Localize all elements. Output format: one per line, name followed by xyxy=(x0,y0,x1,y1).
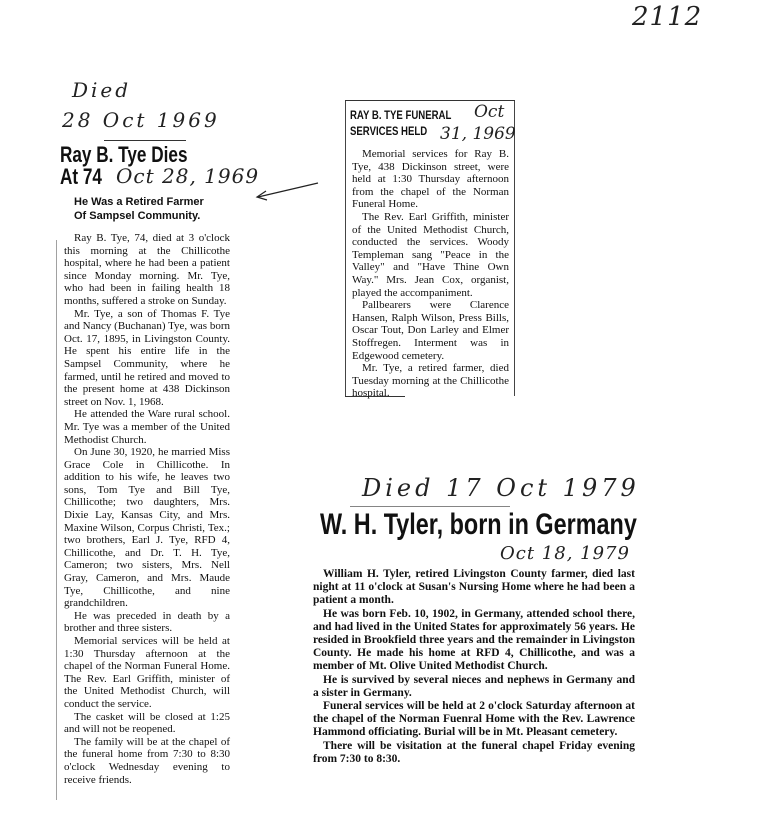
paragraph: He was born Feb. 10, 1902, in Germany, attended school there, and had lived in the United States for approximately 56 years. He resided in Brookfield three years and the remainder in Livingston County. He made his home at RFD 4, Chillicothe, and was a member of Mt. Olive United Methodist Church. xyxy=(313,607,635,673)
paragraph: Mr. Tye, a retired farmer, died Tuesday morning at the Chillicothe hospital. xyxy=(352,362,509,400)
clipping-border xyxy=(345,100,515,101)
paragraph: The casket will be closed at 1:25 and will not be reopened. xyxy=(64,710,230,736)
divider xyxy=(350,506,510,507)
subhead-line1: He Was a Retired Farmer xyxy=(74,196,204,208)
divider xyxy=(104,140,186,141)
handwritten-date: 28 Oct 1969 xyxy=(62,108,220,132)
arrow-icon xyxy=(252,180,322,205)
paragraph: There will be visitation at the funeral chapel Friday evening from 7:30 to 8:30. xyxy=(313,739,635,765)
clipping-border xyxy=(514,100,515,396)
page-number-note: 2112 xyxy=(632,2,703,32)
headline-line2: At 74 xyxy=(60,164,102,189)
clipping-edge xyxy=(56,240,57,800)
funeral-article-body xyxy=(352,148,509,400)
article-body xyxy=(64,232,230,786)
tyler-headline: W. H. Tyler, born in Germany xyxy=(320,508,637,541)
handwritten-date2: Oct 28, 1969 xyxy=(116,164,260,188)
handwritten-died: Died xyxy=(72,78,132,102)
paragraph: He is survived by several nieces and nephews in Germany and a sister in Germany. xyxy=(313,673,635,699)
funeral-headline-line1: RAY B. TYE FUNERAL xyxy=(350,108,452,122)
handwritten-month: Oct xyxy=(474,102,505,122)
handwritten-date: 31, 1969 xyxy=(440,124,516,144)
clipping-border xyxy=(345,100,346,396)
paragraph: He was preceded in death by a brother and three sisters. xyxy=(64,609,230,635)
paragraph: Pallbearers were Clarence Hansen, Ralph Wilson, Press Bills, Oscar Tout, Don Larley and Elmer Stoffregen. Interment was in Edgewood cemetery. xyxy=(352,299,509,362)
funeral-headline-line2: SERVICES HELD xyxy=(350,124,428,138)
paragraph: Mr. Tye, a son of Thomas F. Tye and Nancy (Buchanan) Tye, was born Oct. 17, 1895, in Livingston County. He spent his entire life in the Sampsel Community, where he farmed, until he retired and moved to the present home at 438 Dickinson street on Nov. 1, 1968. xyxy=(64,307,230,408)
handwritten-died: Died 17 Oct 1979 xyxy=(362,474,640,502)
paragraph: Memorial services for Ray B. Tye, 438 Dickinson street, were held at 1:30 Thursday afternoon from the chapel of the Norman Funeral Home. xyxy=(352,148,509,211)
paragraph: The family will be at the chapel of the funeral home from 7:30 to 8:30 o'clock Wednesday evening to receive friends. xyxy=(64,735,230,786)
subhead-line2: Of Sampsel Community. xyxy=(74,210,201,222)
headline-line1: Ray B. Tye Dies xyxy=(60,142,188,167)
paragraph: Ray B. Tye, 74, died at 3 o'clock this morning at the Chillicothe hospital, where he had been a patient since Monday morning. Mr. Tye, who had been in failing health 18 months, suffered a stroke on Sunday. xyxy=(64,232,230,307)
paragraph: The Rev. Earl Griffith, minister of the United Methodist Church, conducted the services. Woody Templeman sang "Peace in the Valley" and "Have Thine Own Way." Mrs. Jean Cox, organist, played the accompaniment. xyxy=(352,210,509,299)
paragraph: Memorial services will be held at 1:30 Thursday afternoon at the chapel of the Norman Funeral Home. The Rev. Earl Griffith, minister of the United Methodist Church, will conduct the service. xyxy=(64,635,230,710)
tyler-article-body xyxy=(313,568,635,766)
paragraph: On June 30, 1920, he married Miss Grace Cole in Chillicothe. In addition to his wife, he leaves two sons, Tom Tye and Bill Tye, Chillicothe; two daughters, Mrs. Dixie Lay, Kansas City, and Mrs. Maxine Wilson, Corpus Christi, Tex.; two brothers, Earl J. Tye, RFD 4, Chillicothe, and Dr. T. H. Tye, Cameron; two sisters, Mrs. Nell Gray, Cameron, and Mrs. Maude Tye, Chillicothe, and nine grandchildren. xyxy=(64,446,230,610)
paragraph: He attended the Ware rural school. Mr. Tye was a member of the United Methodist Church. xyxy=(64,408,230,446)
paragraph: William H. Tyler, retired Livingston County farmer, died last night at 11 o'clock at Susan's Nursing Home where he had been a patient a month. xyxy=(313,568,635,607)
handwritten-date: Oct 18, 1979 xyxy=(500,543,630,564)
paragraph: Funeral services will be held at 2 o'clock Saturday afternoon at the chapel of the Norman Fuenral Home with the Rev. Lawrence Hammond officiating. Burial will be in Mt. Pleasant cemetery. xyxy=(313,700,635,739)
